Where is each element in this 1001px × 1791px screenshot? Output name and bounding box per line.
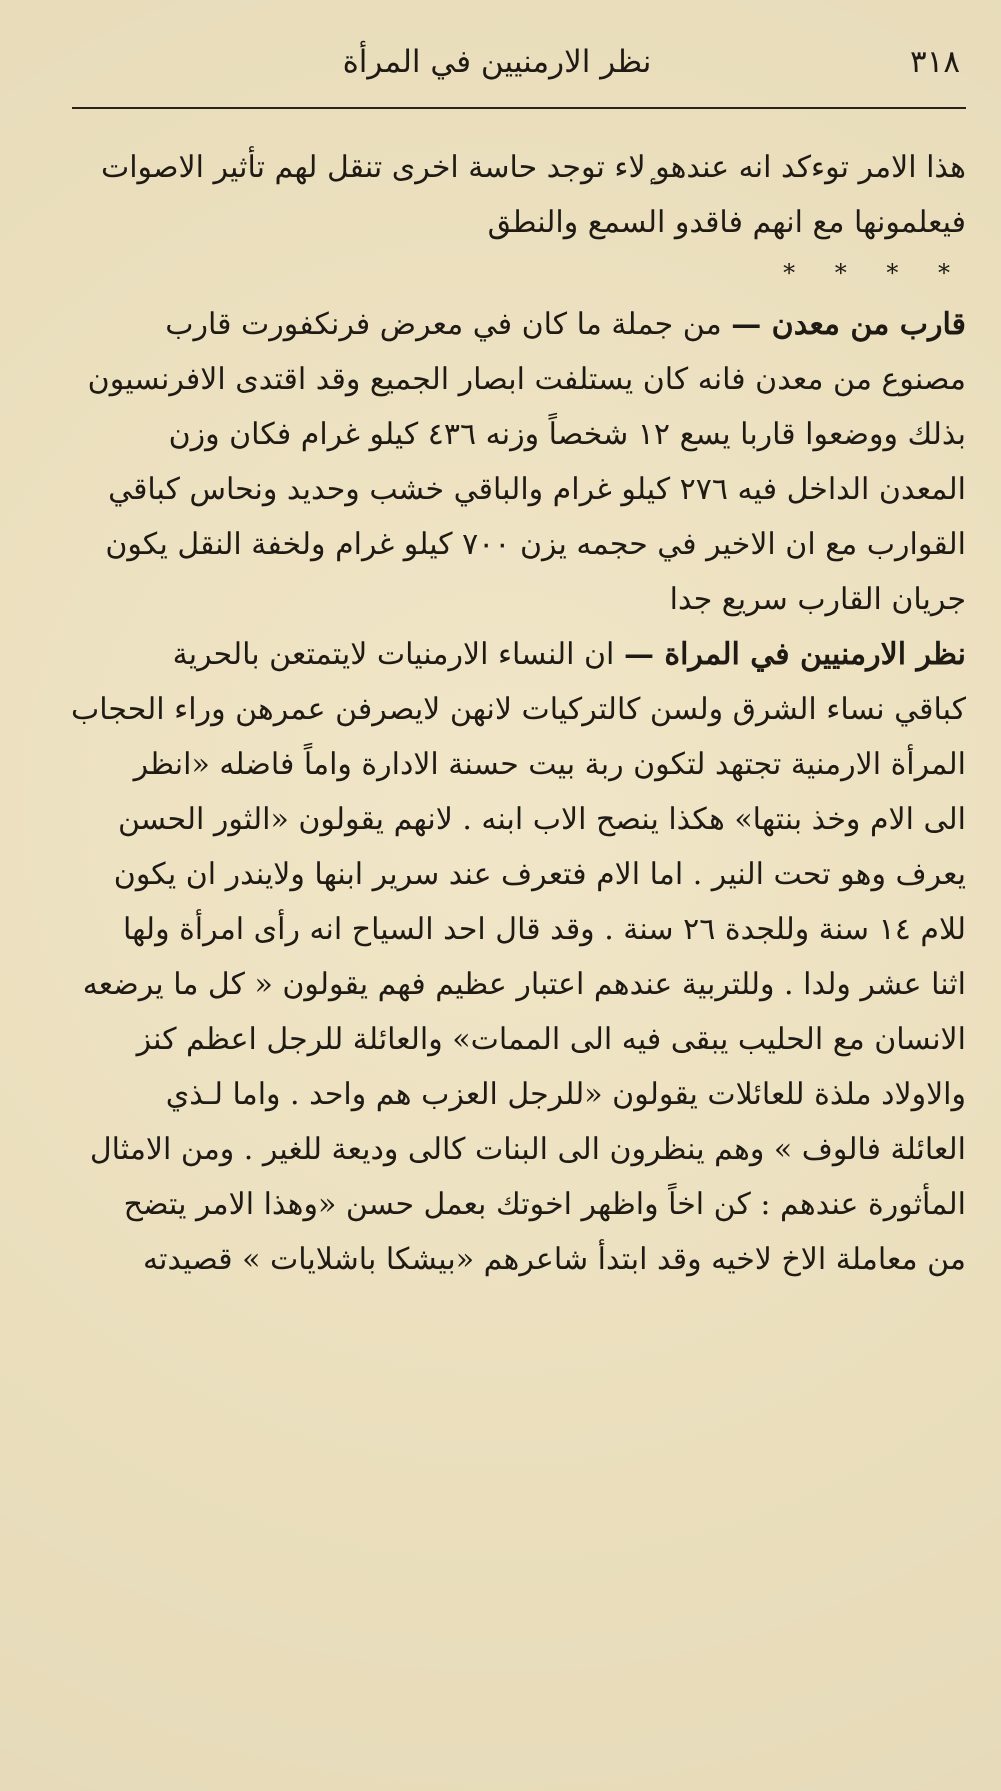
paragraph-line: للام ١٤ سنة وللجدة ٢٦ سنة . وقد قال احد السياح انه رأى امرأة ولها bbox=[122, 912, 966, 947]
paragraph-line bbox=[28, 297, 966, 352]
paragraph-line: الانسان مع الحليب يبقى فيه الى الممات» والعائلة للرجل اعظم كنز bbox=[136, 1022, 966, 1057]
paragraph-line: مصنوع من معدن فانه كان يستلفت ابصار الجميع وقد اقتدى الافرنسيون bbox=[87, 362, 966, 397]
main-text bbox=[28, 140, 966, 1287]
paragraph-line: الى الام وخذ بنتها» هكذا ينصح الاب ابنه . لانهم يقولون «الثور الحسن bbox=[117, 802, 966, 837]
paragraph-line: من معاملة الاخ لاخيه وقد ابتدأ شاعرهم «بيشكا باشلايات » قصيدته bbox=[143, 1242, 966, 1277]
paragraph-line: يعرف وهو تحت النير . اما الام فتعرف عند سرير ابنها ولايندر ان يكون bbox=[113, 857, 966, 892]
page-number: ٣١٨ bbox=[910, 44, 960, 80]
paragraph-line bbox=[28, 627, 966, 682]
paragraph-text: من جملة ما كان في معرض فرنكفورت قارب bbox=[165, 307, 722, 342]
paragraph-line: هذا الامر توءكد انه عندهو ٕلاء توجد حاسة اخرى تنقل لهم تأثير الاصوات bbox=[100, 150, 966, 185]
paragraph-line: المأثورة عندهم : كن اخاً واظهر اخوتك بعمل حسن «وهذا الامر يتضح bbox=[123, 1187, 966, 1222]
section-heading: قارب من معدن — bbox=[731, 307, 966, 342]
paragraph-line: فيعلمونها مع انهم فاقدو السمع والنطق bbox=[487, 205, 966, 240]
paragraph-line: القوارب مع ان الاخير في حجمه يزن ٧٠٠ كيلو غرام ولخفة النقل يكون bbox=[105, 527, 966, 562]
paragraph-line: بذلك ووضعوا قاربا يسع ١٢ شخصاً وزنه ٤٣٦ كيلو غرام فكان وزن bbox=[168, 417, 966, 452]
header-rule bbox=[72, 107, 966, 109]
section-heading: نظر الارمنيين في المراة — bbox=[623, 637, 966, 672]
paragraph-line: المرأة الارمنية تجتهد لتكون ربة بيت حسنة الادارة واماً فاضله «انظر bbox=[133, 747, 966, 782]
paragraph-text: ان النساء الارمنيات لايتمتعن بالحرية bbox=[172, 637, 615, 672]
paragraph-line: كباقي نساء الشرق ولسن كالتركيات لانهن لايصرفن عمرهن وراء الحجاب bbox=[71, 692, 966, 727]
running-title: نظر الارمنيين في المرأة bbox=[342, 44, 652, 80]
paragraph-line: المعدن الداخل فيه ٢٧٦ كيلو غرام والباقي خشب وحديد ونحاس كباقي bbox=[108, 472, 966, 507]
paragraph-line: والاولاد ملذة للعائلات يقولون «للرجل العزب هم واحد . واما لـذي bbox=[165, 1077, 966, 1112]
section-ornament: * * * * bbox=[783, 259, 966, 287]
page-header bbox=[28, 40, 966, 104]
paragraph-line: اثنا عشر ولدا . وللتربية عندهم اعتبار عظيم فهم يقولون « كل ما يرضعه bbox=[82, 967, 966, 1002]
paragraph-line: العائلة فالوف » وهم ينظرون الى البنات كالى وديعة للغير . ومن الامثال bbox=[89, 1132, 966, 1167]
paragraph-line: جريان القارب سريع جدا bbox=[669, 582, 966, 617]
